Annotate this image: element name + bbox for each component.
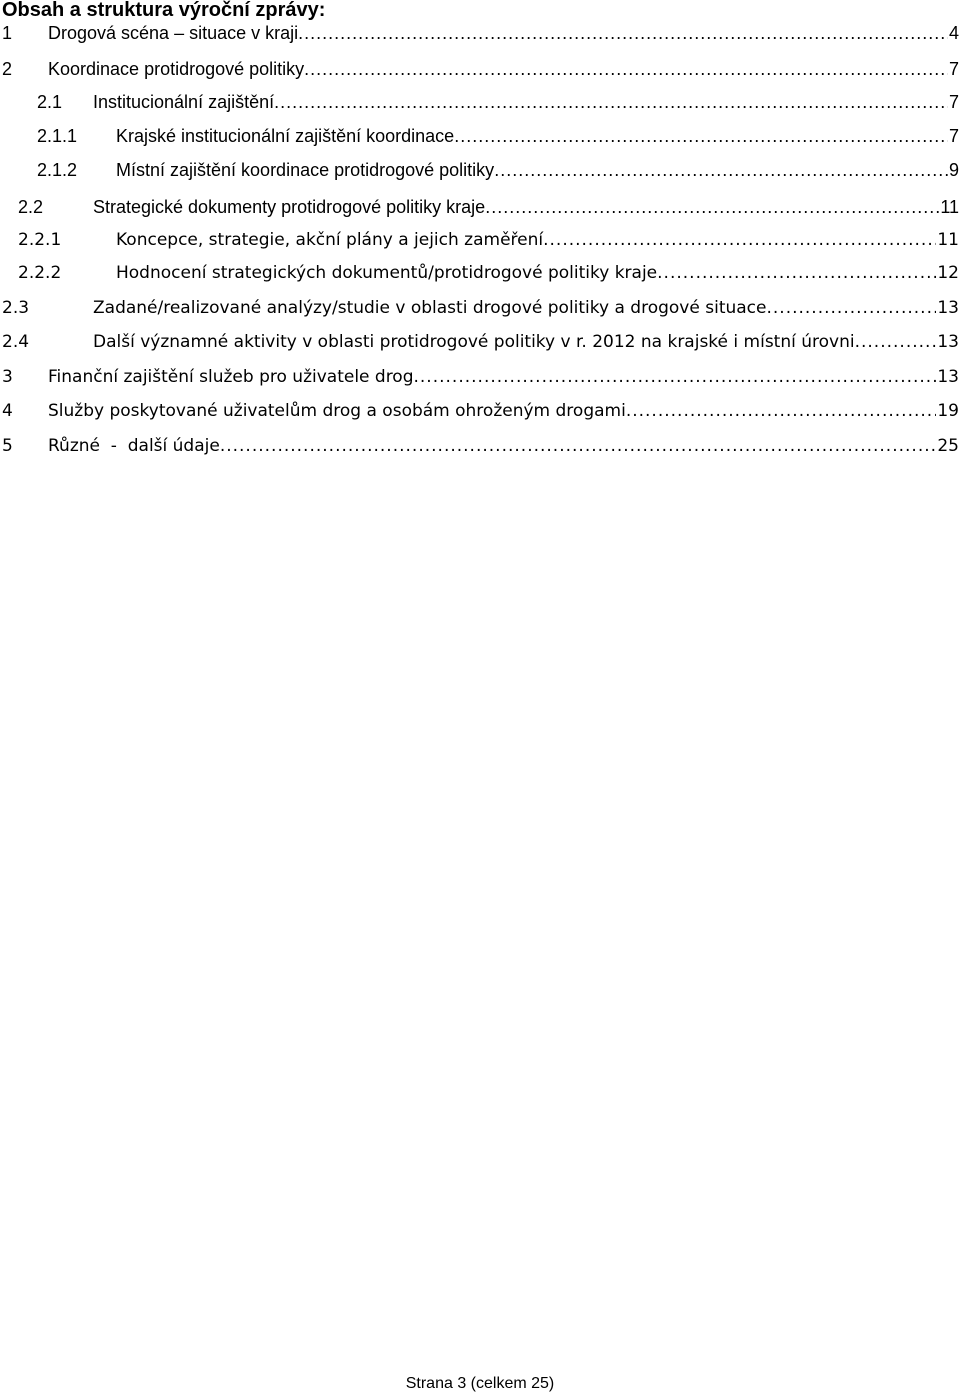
toc-entry-text: Finanční zajištění služeb pro uživatele drog [48,367,414,387]
toc-entry-text: Koordinace protidrogové politiky [48,59,305,79]
toc-entry-2-2-2[interactable] [0,262,959,284]
toc-dot-leader [494,159,948,181]
toc-entry-number: 1 [2,23,13,43]
toc-dot-leader [766,297,936,319]
toc-dot-leader [626,400,937,422]
table-of-contents [0,0,960,480]
toc-dot-leader [454,125,948,147]
toc-entry-3[interactable] [0,366,959,388]
toc-entry-page: 13 [937,298,959,318]
toc-entry-page: 7 [948,126,959,146]
toc-entry-2-2[interactable] [0,196,959,218]
toc-dot-leader [657,262,936,284]
toc-entry-page: 4 [948,23,959,43]
toc-entry-page: 12 [937,263,959,283]
toc-entry-page: 13 [937,367,959,387]
toc-entry-page: 13 [937,332,959,352]
toc-entry-text: Zadané/realizované analýzy/studie v oblasti drogové politiky a drogové situace [93,298,767,318]
toc-entry-text: Další významné aktivity v oblasti protidrogové politiky v r. 2012 na krajské i místní úrovni [93,332,855,352]
toc-entry-number: 2.2.1 [18,230,62,250]
toc-dot-leader [543,229,936,251]
toc-entry-number: 2.2 [18,197,44,217]
toc-entry-2-1-2[interactable] [0,159,959,181]
toc-entry-text: Místní zajištění koordinace protidrogové politiky [116,160,495,180]
toc-entry-text: Služby poskytované uživatelům drog a osobám ohroženým drogami [48,401,626,421]
toc-dot-leader [274,91,948,113]
toc-entry-2-1-1[interactable] [0,125,959,147]
toc-entry-number: 2 [2,59,13,79]
toc-entry-number: 2.4 [2,332,30,352]
toc-entry-text: Drogová scéna – situace v kraji [48,23,299,43]
toc-entry-text: Krajské institucionální zajištění koordinace [116,126,455,146]
toc-entry-number: 2.3 [2,298,30,318]
toc-entry-5[interactable] [0,435,959,457]
toc-heading: Obsah a struktura výroční zprávy: [2,0,326,21]
toc-entry-number: 4 [2,401,13,421]
toc-entry-page: 7 [948,92,959,112]
toc-entry-2-2-1[interactable] [0,229,959,251]
toc-entry-page: 19 [937,401,959,421]
toc-entry-text: Strategické dokumenty protidrogové politiky kraje [93,197,486,217]
toc-entry-text: Institucionální zajištění [93,92,275,112]
toc-dot-leader [220,435,937,457]
toc-dot-leader [298,22,948,44]
toc-dot-leader [485,196,939,218]
toc-entry-2-4[interactable] [0,331,959,353]
toc-entry-number: 3 [2,367,13,387]
toc-dot-leader [414,366,937,388]
toc-entry-2-3[interactable] [0,297,959,319]
toc-entry-text: Různé - další údaje [48,436,220,456]
toc-entry-number: 2.1.2 [37,160,78,180]
toc-entry-page: 11 [940,197,959,217]
toc-entry-number: 2.2.2 [18,263,62,283]
toc-entry-number: 5 [2,436,13,456]
toc-dot-leader [304,58,948,80]
toc-entry-page: 25 [937,436,959,456]
toc-entry-page: 7 [948,59,959,79]
toc-entry-1[interactable] [0,22,959,44]
toc-entry-page: 11 [937,230,959,250]
toc-entry-number: 2.1.1 [37,126,78,146]
toc-entry-text: Hodnocení strategických dokumentů/protidrogové politiky kraje [116,263,658,283]
toc-entry-page: 9 [948,160,959,180]
toc-entry-text: Koncepce, strategie, akční plány a jejich zaměření [116,230,544,250]
page-footer: Strana 3 (celkem 25) [405,1375,555,1392]
toc-entry-number: 2.1 [37,92,63,112]
toc-dot-leader [855,331,937,353]
toc-entry-4[interactable] [0,400,959,422]
toc-entry-2-1[interactable] [0,91,959,113]
toc-entry-2[interactable] [0,58,959,80]
